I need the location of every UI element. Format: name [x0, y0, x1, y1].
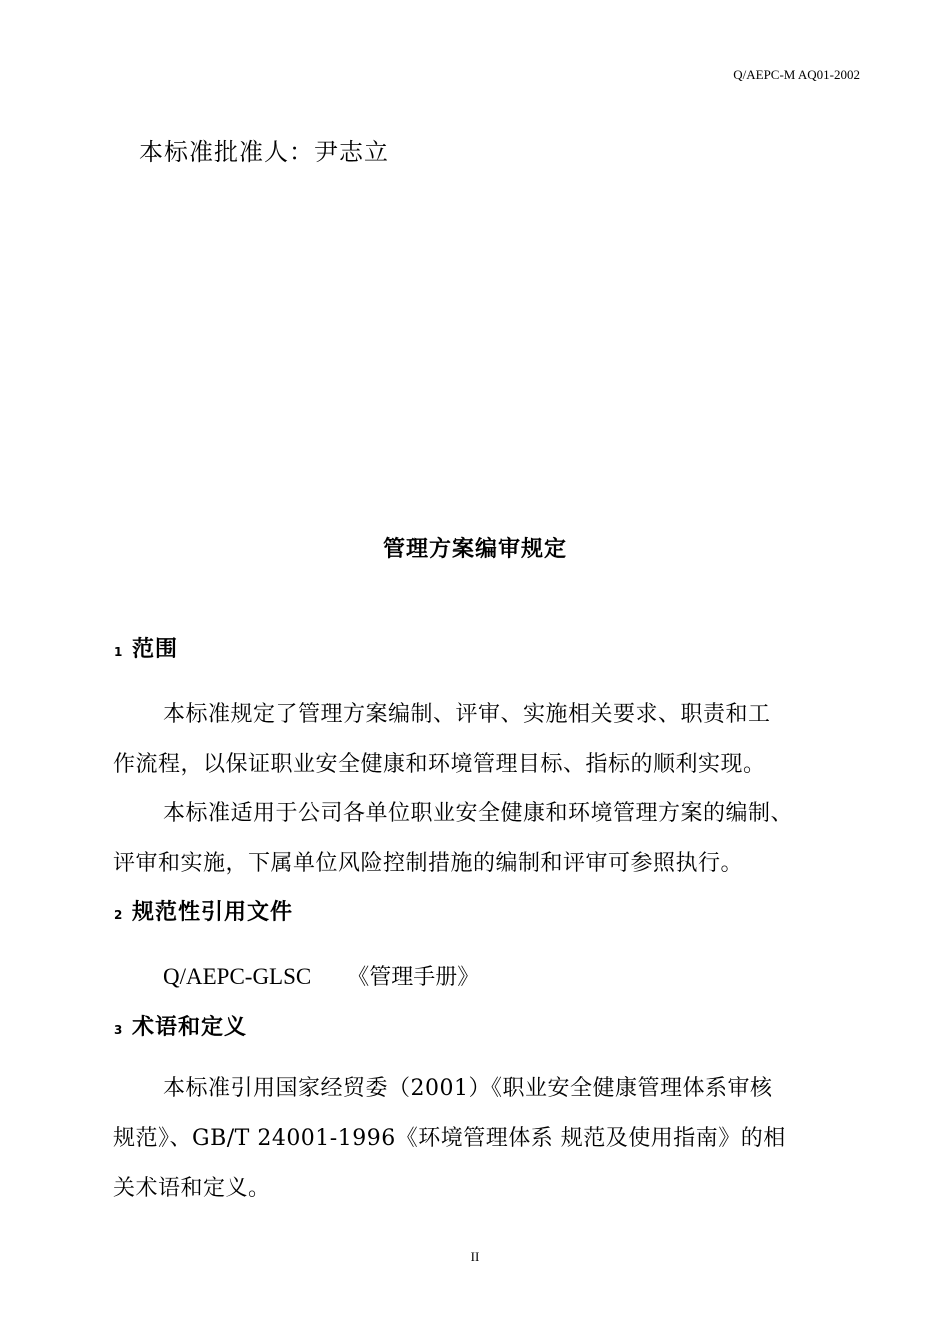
paragraph-line: 本标准规定了管理方案编制、评审、实施相关要求、职责和工	[163, 702, 771, 727]
section-title: 范围	[132, 637, 179, 662]
section-heading-scope	[114, 630, 178, 672]
section-title: 规范性引用文件	[132, 900, 294, 925]
section-number: 3	[114, 1023, 123, 1037]
section-number: 1	[114, 645, 123, 659]
paragraph-line: 关术语和定义。	[113, 1176, 271, 1201]
section-title: 术语和定义	[132, 1015, 248, 1040]
reference-entry	[163, 952, 479, 1003]
reference-code: Q/AEPC-GLSC	[163, 964, 312, 989]
paragraph-line: 作流程，以保证职业安全健康和环境管理目标、指标的顺利实现。	[113, 752, 766, 777]
section-heading-terms	[114, 1008, 247, 1050]
reference-name: 《管理手册》	[347, 965, 480, 990]
paragraph-line: 规范》、GB/T 24001-1996《环境管理体系 规范及使用指南》的相	[113, 1126, 786, 1151]
paragraph-scope-applicability	[113, 789, 883, 889]
page-number: II	[470, 1249, 480, 1264]
paragraph-line: 评审和实施，下属单位风险控制措施的编制和评审可参照执行。	[113, 851, 744, 876]
section-heading-normative-references	[114, 893, 293, 935]
paragraph-line: 本标准引用国家经贸委（2001）《职业安全健康管理体系审核	[163, 1076, 773, 1101]
paragraph-scope-purpose	[113, 690, 883, 790]
header-doc-code: Q/AEPC-M AQ01-2002	[733, 67, 860, 82]
approver-line: 本标准批准人：尹志立	[139, 138, 389, 166]
paragraph-line: 本标准适用于公司各单位职业安全健康和环境管理方案的编制、	[163, 801, 794, 826]
document-title: 管理方案编审规定	[382, 537, 567, 562]
paragraph-terms	[113, 1064, 883, 1214]
section-number: 2	[114, 908, 123, 922]
